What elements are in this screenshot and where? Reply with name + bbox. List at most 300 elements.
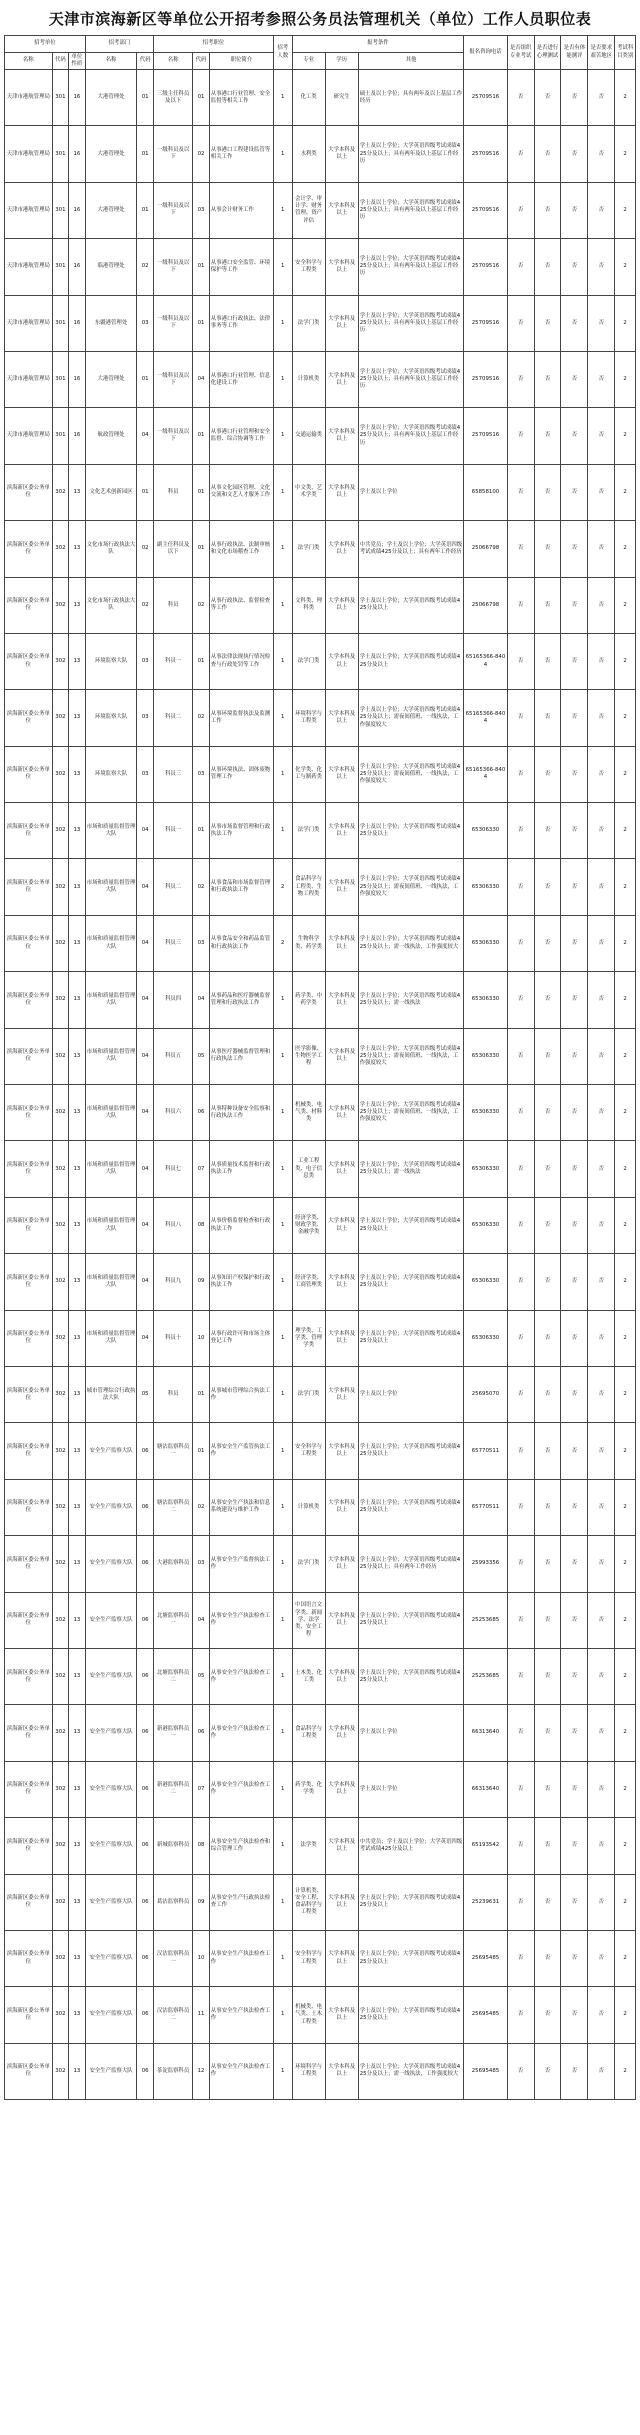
cell-phone: 25253685 <box>464 1648 507 1704</box>
cell-position-code: 01 <box>193 521 210 577</box>
table-row <box>5 295 636 351</box>
cell-flag5: 2 <box>615 182 636 238</box>
cell-position-name: 科员八 <box>153 1197 192 1253</box>
cell-count: 1 <box>273 577 292 633</box>
cell-flag5: 2 <box>615 1197 636 1253</box>
cell-major: 食品科学与工程类 <box>292 1705 325 1761</box>
cell-unit-code: 301 <box>52 126 69 182</box>
cell-flag3: 否 <box>561 1761 588 1817</box>
cell-flag5: 2 <box>615 746 636 802</box>
cell-dept-code: 04 <box>137 1254 154 1310</box>
cell-position-desc: 从事港口安全监管、环境保护等工作 <box>209 239 273 295</box>
cell-count: 1 <box>273 521 292 577</box>
cell-major: 安全科学与工程类 <box>292 239 325 295</box>
cell-unit-code: 302 <box>52 1085 69 1141</box>
cell-flag4: 否 <box>588 70 615 126</box>
cell-flag4: 否 <box>588 1818 615 1874</box>
cell-count: 1 <box>273 126 292 182</box>
col-header-flag1: 是否组织专业考试 <box>507 36 534 70</box>
cell-position-desc: 从事港口行业管理和安全监督、综合协调等工作 <box>209 408 273 464</box>
cell-other: 学士及以上学位；大学英语四级考试成绩425分及以上 <box>358 1254 464 1310</box>
cell-position-code: 05 <box>193 1648 210 1704</box>
cell-dept-name: 市场和质量监督管理大队 <box>85 915 137 971</box>
cell-dept-code: 01 <box>137 182 154 238</box>
cell-unit-code: 301 <box>52 70 69 126</box>
cell-flag4: 否 <box>588 633 615 689</box>
cell-unit-code: 302 <box>52 1761 69 1817</box>
cell-position-code: 03 <box>193 1536 210 1592</box>
table-row <box>5 972 636 1028</box>
cell-other: 学士及以上学位 <box>358 1761 464 1817</box>
cell-flag3: 否 <box>561 239 588 295</box>
cell-education: 大学本科及以上 <box>325 1197 358 1253</box>
cell-phone: 65306330 <box>464 1028 507 1084</box>
cell-dept-code: 06 <box>137 1761 154 1817</box>
cell-unit-type: 13 <box>69 859 86 915</box>
cell-position-desc: 从事行政执法、法制审核和文化市场稽查工作 <box>209 521 273 577</box>
cell-dept-code: 04 <box>137 1141 154 1197</box>
cell-flag5: 2 <box>615 126 636 182</box>
cell-dept-name: 安全生产监察大队 <box>85 2043 137 2099</box>
cell-dept-code: 04 <box>137 408 154 464</box>
cell-other: 学士及以上学位；大学英语四级考试成绩425分及以上 <box>358 633 464 689</box>
cell-position-desc: 从事港口行业管理、安全监督等相关工作 <box>209 70 273 126</box>
cell-flag2: 否 <box>534 70 561 126</box>
cell-flag5: 2 <box>615 351 636 407</box>
table-row <box>5 633 636 689</box>
cell-flag2: 否 <box>534 1874 561 1930</box>
cell-flag4: 否 <box>588 1423 615 1479</box>
cell-flag2: 否 <box>534 1197 561 1253</box>
cell-unit-name: 滨海新区委公务单位 <box>5 1028 53 1084</box>
cell-flag4: 否 <box>588 1930 615 1986</box>
cell-flag3: 否 <box>561 1254 588 1310</box>
cell-position-code: 01 <box>193 1366 210 1422</box>
cell-flag5: 2 <box>615 1254 636 1310</box>
cell-unit-code: 302 <box>52 1536 69 1592</box>
cell-position-code: 02 <box>193 126 210 182</box>
cell-flag1: 否 <box>507 1874 534 1930</box>
cell-flag1: 否 <box>507 408 534 464</box>
cell-dept-name: 市场和质量监督管理大队 <box>85 1028 137 1084</box>
col-header-dept-name: 名称 <box>85 53 137 70</box>
cell-flag1: 否 <box>507 1648 534 1704</box>
cell-flag4: 否 <box>588 408 615 464</box>
col-header-pos-name: 名称 <box>153 53 192 70</box>
cell-flag5: 2 <box>615 1930 636 1986</box>
cell-phone: 65306330 <box>464 1197 507 1253</box>
cell-dept-name: 东疆港管理处 <box>85 295 137 351</box>
cell-flag2: 否 <box>534 1818 561 1874</box>
cell-flag3: 否 <box>561 1987 588 2043</box>
cell-position-name: 汉沽监察科员二 <box>153 1987 192 2043</box>
cell-dept-name: 市场和质量监督管理大队 <box>85 1141 137 1197</box>
cell-unit-name: 天津市港航管理局 <box>5 351 53 407</box>
cell-count: 1 <box>273 1705 292 1761</box>
cell-other: 中共党员；学士及以上学位；大学英语四级考试成绩425分及以上；具有两年工作经历 <box>358 521 464 577</box>
cell-education: 大学本科及以上 <box>325 408 358 464</box>
cell-flag5: 2 <box>615 1592 636 1648</box>
cell-flag3: 否 <box>561 690 588 746</box>
cell-count: 1 <box>273 633 292 689</box>
cell-dept-code: 06 <box>137 1930 154 1986</box>
cell-position-desc: 从事安全生产执法检查工作 <box>209 1761 273 1817</box>
cell-flag5: 2 <box>615 1761 636 1817</box>
cell-flag1: 否 <box>507 1254 534 1310</box>
cell-education: 大学本科及以上 <box>325 1536 358 1592</box>
cell-flag4: 否 <box>588 1141 615 1197</box>
cell-flag1: 否 <box>507 2043 534 2099</box>
cell-flag5: 2 <box>615 521 636 577</box>
cell-major: 中国语言文学类、新闻学、法学类、安全工程 <box>292 1592 325 1648</box>
cell-position-code: 10 <box>193 1930 210 1986</box>
cell-flag2: 否 <box>534 1141 561 1197</box>
cell-phone: 25239631 <box>464 1874 507 1930</box>
cell-flag2: 否 <box>534 577 561 633</box>
cell-unit-type: 13 <box>69 1310 86 1366</box>
cell-position-desc: 从事安全生产执法检查工作 <box>209 1705 273 1761</box>
cell-other: 硕士及以上学位；具有两年及以上基层工作经历 <box>358 70 464 126</box>
cell-position-desc: 从事法律法规执行情况检查与行政处罚等工作 <box>209 633 273 689</box>
cell-unit-code: 301 <box>52 408 69 464</box>
cell-unit-type: 16 <box>69 182 86 238</box>
cell-dept-name: 安全生产监察大队 <box>85 1930 137 1986</box>
cell-education: 大学本科及以上 <box>325 1028 358 1084</box>
cell-other: 学士及以上学位 <box>358 1705 464 1761</box>
cell-position-desc: 从事安全生产行政执法检查工作 <box>209 1874 273 1930</box>
cell-flag3: 否 <box>561 915 588 971</box>
cell-other: 学士及以上学位 <box>358 464 464 520</box>
cell-position-name: 副主任科员及以下 <box>153 521 192 577</box>
cell-phone: 65858100 <box>464 464 507 520</box>
cell-other: 学士及以上学位；大学英语四级考试成绩425分及以上；需一线执法 <box>358 972 464 1028</box>
cell-phone: 25709516 <box>464 126 507 182</box>
cell-flag2: 否 <box>534 803 561 859</box>
cell-unit-name: 滨海新区委公务单位 <box>5 521 53 577</box>
cell-education: 大学本科及以上 <box>325 1254 358 1310</box>
cell-position-name: 葛沽监察科员 <box>153 1874 192 1930</box>
cell-unit-type: 13 <box>69 803 86 859</box>
cell-unit-code: 302 <box>52 859 69 915</box>
cell-position-desc: 从事环境执法、固体废物管理工作 <box>209 746 273 802</box>
cell-flag3: 否 <box>561 1536 588 1592</box>
cell-flag1: 否 <box>507 1366 534 1422</box>
table-row <box>5 351 636 407</box>
cell-flag3: 否 <box>561 1141 588 1197</box>
cell-unit-type: 13 <box>69 521 86 577</box>
cell-unit-type: 16 <box>69 70 86 126</box>
cell-flag4: 否 <box>588 803 615 859</box>
cell-unit-name: 滨海新区委公务单位 <box>5 1930 53 1986</box>
cell-flag3: 否 <box>561 182 588 238</box>
table-row <box>5 70 636 126</box>
col-header-phone: 报名咨询电话 <box>464 36 507 70</box>
cell-unit-code: 302 <box>52 1987 69 2043</box>
cell-position-code: 08 <box>193 1818 210 1874</box>
cell-flag1: 否 <box>507 464 534 520</box>
cell-dept-name: 安全生产监察大队 <box>85 1648 137 1704</box>
cell-major: 中文类、艺术学类 <box>292 464 325 520</box>
cell-flag1: 否 <box>507 70 534 126</box>
cell-unit-code: 302 <box>52 1874 69 1930</box>
cell-phone: 25695485 <box>464 1987 507 2043</box>
cell-position-code: 01 <box>193 464 210 520</box>
cell-major: 生物科学类、药学类 <box>292 915 325 971</box>
cell-flag3: 否 <box>561 2043 588 2099</box>
cell-position-code: 06 <box>193 1705 210 1761</box>
cell-other: 学士及以上学位；大学英语四级考试成绩425分及以上；具有两年及以上基层工作经历 <box>358 182 464 238</box>
cell-dept-code: 06 <box>137 1987 154 2043</box>
cell-count: 1 <box>273 182 292 238</box>
cell-flag3: 否 <box>561 1705 588 1761</box>
col-header-dept-code: 代码 <box>137 53 154 70</box>
cell-major: 食品科学与工程类、生物工程类 <box>292 859 325 915</box>
cell-position-code: 01 <box>193 239 210 295</box>
cell-unit-name: 滨海新区委公务单位 <box>5 915 53 971</box>
cell-flag1: 否 <box>507 182 534 238</box>
cell-unit-name: 滨海新区委公务单位 <box>5 1818 53 1874</box>
cell-position-desc: 从事安全生产执法检查和综合管理工作 <box>209 1818 273 1874</box>
cell-major: 法学门类 <box>292 1366 325 1422</box>
cell-position-code: 03 <box>193 182 210 238</box>
cell-position-code: 01 <box>193 1423 210 1479</box>
cell-unit-code: 301 <box>52 295 69 351</box>
cell-dept-name: 临港管理处 <box>85 239 137 295</box>
cell-dept-code: 01 <box>137 70 154 126</box>
cell-flag3: 否 <box>561 408 588 464</box>
cell-flag4: 否 <box>588 577 615 633</box>
cell-position-desc: 从事安全生产执法检查工作 <box>209 1930 273 1986</box>
cell-flag5: 2 <box>615 577 636 633</box>
cell-unit-type: 13 <box>69 690 86 746</box>
table-row <box>5 1479 636 1535</box>
cell-flag1: 否 <box>507 1310 534 1366</box>
cell-flag4: 否 <box>588 126 615 182</box>
cell-other: 学士及以上学位；大学英语四级考试成绩425分及以上 <box>358 1310 464 1366</box>
cell-education: 大学本科及以上 <box>325 126 358 182</box>
cell-unit-type: 13 <box>69 1423 86 1479</box>
cell-other: 学士及以上学位；大学英语四级考试成绩425分及以上 <box>358 1197 464 1253</box>
table-row <box>5 1423 636 1479</box>
cell-major: 安全科学与工程类 <box>292 1930 325 1986</box>
cell-dept-code: 06 <box>137 1479 154 1535</box>
cell-flag4: 否 <box>588 915 615 971</box>
cell-dept-name: 安全生产监察大队 <box>85 1592 137 1648</box>
cell-flag5: 2 <box>615 1818 636 1874</box>
cell-unit-name: 天津市港航管理局 <box>5 295 53 351</box>
cell-major: 经济学类、工商管理类 <box>292 1254 325 1310</box>
cell-unit-type: 16 <box>69 295 86 351</box>
cell-dept-code: 01 <box>137 464 154 520</box>
cell-flag5: 2 <box>615 2043 636 2099</box>
cell-dept-name: 安全生产监察大队 <box>85 1479 137 1535</box>
cell-flag2: 否 <box>534 1592 561 1648</box>
cell-position-name: 科员三 <box>153 746 192 802</box>
cell-other: 学士及以上学位；大学英语四级考试成绩425分及以上；需一线执法，工作强度较大 <box>358 2043 464 2099</box>
cell-phone: 65770511 <box>464 1423 507 1479</box>
cell-dept-name: 文化市场行政执法大队 <box>85 521 137 577</box>
cell-flag3: 否 <box>561 1592 588 1648</box>
cell-unit-name: 天津市港航管理局 <box>5 70 53 126</box>
cell-phone: 25709516 <box>464 70 507 126</box>
cell-education: 研究生 <box>325 70 358 126</box>
cell-position-code: 02 <box>193 577 210 633</box>
table-row <box>5 1705 636 1761</box>
cell-major: 会计学、审计学、财务管理、资产评估 <box>292 182 325 238</box>
cell-unit-code: 302 <box>52 577 69 633</box>
cell-position-name: 塘沽监察科员一 <box>153 1423 192 1479</box>
cell-unit-code: 301 <box>52 239 69 295</box>
cell-other: 学士及以上学位 <box>358 1366 464 1422</box>
cell-position-code: 04 <box>193 972 210 1028</box>
cell-dept-name: 文化艺术创新园区 <box>85 464 137 520</box>
cell-unit-name: 滨海新区委公务单位 <box>5 690 53 746</box>
cell-flag5: 2 <box>615 1366 636 1422</box>
cell-position-desc: 从事安全生产执法检查工作 <box>209 2043 273 2099</box>
cell-flag4: 否 <box>588 1366 615 1422</box>
cell-flag4: 否 <box>588 746 615 802</box>
table-row <box>5 1310 636 1366</box>
cell-other: 学士及以上学位；大学英语四级考试成绩425分及以上；具有两年及以上基层工作经历 <box>358 408 464 464</box>
cell-flag3: 否 <box>561 295 588 351</box>
cell-major: 药学类、中药学类 <box>292 972 325 1028</box>
cell-education: 大学本科及以上 <box>325 1987 358 2043</box>
cell-education: 大学本科及以上 <box>325 1423 358 1479</box>
cell-flag5: 2 <box>615 1028 636 1084</box>
cell-flag2: 否 <box>534 2043 561 2099</box>
cell-flag4: 否 <box>588 521 615 577</box>
cell-count: 1 <box>273 2043 292 2099</box>
cell-flag5: 2 <box>615 464 636 520</box>
cell-unit-type: 13 <box>69 1254 86 1310</box>
cell-dept-code: 04 <box>137 803 154 859</box>
cell-unit-code: 301 <box>52 351 69 407</box>
cell-flag2: 否 <box>534 1987 561 2043</box>
cell-flag4: 否 <box>588 1705 615 1761</box>
cell-unit-code: 302 <box>52 1310 69 1366</box>
cell-count: 1 <box>273 464 292 520</box>
cell-flag4: 否 <box>588 1761 615 1817</box>
cell-unit-name: 滨海新区委公务单位 <box>5 1479 53 1535</box>
cell-unit-type: 13 <box>69 1141 86 1197</box>
cell-position-code: 01 <box>193 70 210 126</box>
cell-unit-type: 13 <box>69 1705 86 1761</box>
cell-unit-name: 滨海新区委公务单位 <box>5 746 53 802</box>
cell-count: 1 <box>273 239 292 295</box>
cell-count: 1 <box>273 746 292 802</box>
cell-other: 学士及以上学位；大学英语四级考试成绩425分及以上；需夜间值班、一线执法，工作强度较大 <box>358 690 464 746</box>
cell-position-code: 02 <box>193 1479 210 1535</box>
cell-education: 大学本科及以上 <box>325 1141 358 1197</box>
cell-position-name: 北塘监察科员二 <box>153 1648 192 1704</box>
cell-phone: 25066798 <box>464 577 507 633</box>
cell-count: 1 <box>273 1366 292 1422</box>
cell-dept-name: 市场和质量监督管理大队 <box>85 1310 137 1366</box>
cell-unit-name: 天津市港航管理局 <box>5 408 53 464</box>
cell-dept-code: 06 <box>137 1423 154 1479</box>
cell-unit-name: 滨海新区委公务单位 <box>5 1592 53 1648</box>
cell-phone: 25709516 <box>464 239 507 295</box>
cell-flag1: 否 <box>507 633 534 689</box>
cell-dept-code: 06 <box>137 1536 154 1592</box>
col-header-major: 专业 <box>292 53 325 70</box>
cell-count: 1 <box>273 1254 292 1310</box>
cell-major: 安全科学与工程类 <box>292 1423 325 1479</box>
cell-flag3: 否 <box>561 521 588 577</box>
cell-position-code: 01 <box>193 408 210 464</box>
table-row <box>5 1141 636 1197</box>
cell-other: 学士及以上学位；大学英语四级考试成绩425分及以上 <box>358 1930 464 1986</box>
table-row <box>5 1874 636 1930</box>
cell-education: 大学本科及以上 <box>325 1705 358 1761</box>
table-row <box>5 746 636 802</box>
cell-other: 学士及以上学位；大学英语四级考试成绩425分及以上；具有两年工作经历 <box>358 1536 464 1592</box>
cell-position-name: 科员三 <box>153 915 192 971</box>
cell-unit-name: 滨海新区委公务单位 <box>5 1874 53 1930</box>
cell-flag3: 否 <box>561 859 588 915</box>
cell-position-desc: 从事知识产权保护和行政执法工作 <box>209 1254 273 1310</box>
cell-unit-name: 滨海新区委公务单位 <box>5 1197 53 1253</box>
cell-unit-type: 13 <box>69 1987 86 2043</box>
cell-flag1: 否 <box>507 1818 534 1874</box>
cell-flag2: 否 <box>534 1366 561 1422</box>
cell-position-name: 新港监察科员一 <box>153 1705 192 1761</box>
cell-position-desc: 从事安全生产执法和信息系统建设与维护工作 <box>209 1479 273 1535</box>
cell-flag1: 否 <box>507 1423 534 1479</box>
cell-count: 1 <box>273 972 292 1028</box>
cell-major: 法学门类 <box>292 521 325 577</box>
cell-flag1: 否 <box>507 1479 534 1535</box>
table-row <box>5 1028 636 1084</box>
cell-other: 学士及以上学位；大学英语四级考试成绩425分及以上；具有两年及以上基层工作经历 <box>358 295 464 351</box>
cell-flag1: 否 <box>507 1761 534 1817</box>
table-row <box>5 577 636 633</box>
col-header-other: 其他 <box>358 53 464 70</box>
cell-flag4: 否 <box>588 690 615 746</box>
cell-flag3: 否 <box>561 464 588 520</box>
table-row <box>5 408 636 464</box>
cell-major: 机械类、电气类、土木工程类 <box>292 1987 325 2043</box>
table-row <box>5 1592 636 1648</box>
cell-position-desc: 从事港口行政执法、法律事务等工作 <box>209 295 273 351</box>
table-row <box>5 239 636 295</box>
cell-flag4: 否 <box>588 1479 615 1535</box>
cell-dept-name: 安全生产监察大队 <box>85 1761 137 1817</box>
cell-position-desc: 从事安全生产执法检查工作 <box>209 1648 273 1704</box>
cell-count: 1 <box>273 1197 292 1253</box>
cell-education: 大学本科及以上 <box>325 1366 358 1422</box>
cell-flag2: 否 <box>534 690 561 746</box>
cell-flag4: 否 <box>588 464 615 520</box>
cell-unit-name: 滨海新区委公务单位 <box>5 577 53 633</box>
group-header-conditions: 报考条件 <box>292 36 464 53</box>
cell-count: 1 <box>273 1818 292 1874</box>
cell-dept-code: 02 <box>137 577 154 633</box>
cell-phone: 65165366-8404 <box>464 746 507 802</box>
cell-flag2: 否 <box>534 1085 561 1141</box>
cell-other: 学士及以上学位；大学英语四级考试成绩425分及以上；需一线执法，工作强度较大 <box>358 915 464 971</box>
cell-phone: 25695485 <box>464 2043 507 2099</box>
cell-dept-code: 04 <box>137 859 154 915</box>
cell-position-name: 科员十 <box>153 1310 192 1366</box>
cell-unit-type: 13 <box>69 1818 86 1874</box>
cell-position-code: 09 <box>193 1254 210 1310</box>
cell-count: 1 <box>273 1761 292 1817</box>
cell-position-code: 09 <box>193 1874 210 1930</box>
cell-unit-code: 302 <box>52 1423 69 1479</box>
cell-position-name: 科员 <box>153 464 192 520</box>
cell-unit-type: 13 <box>69 1197 86 1253</box>
